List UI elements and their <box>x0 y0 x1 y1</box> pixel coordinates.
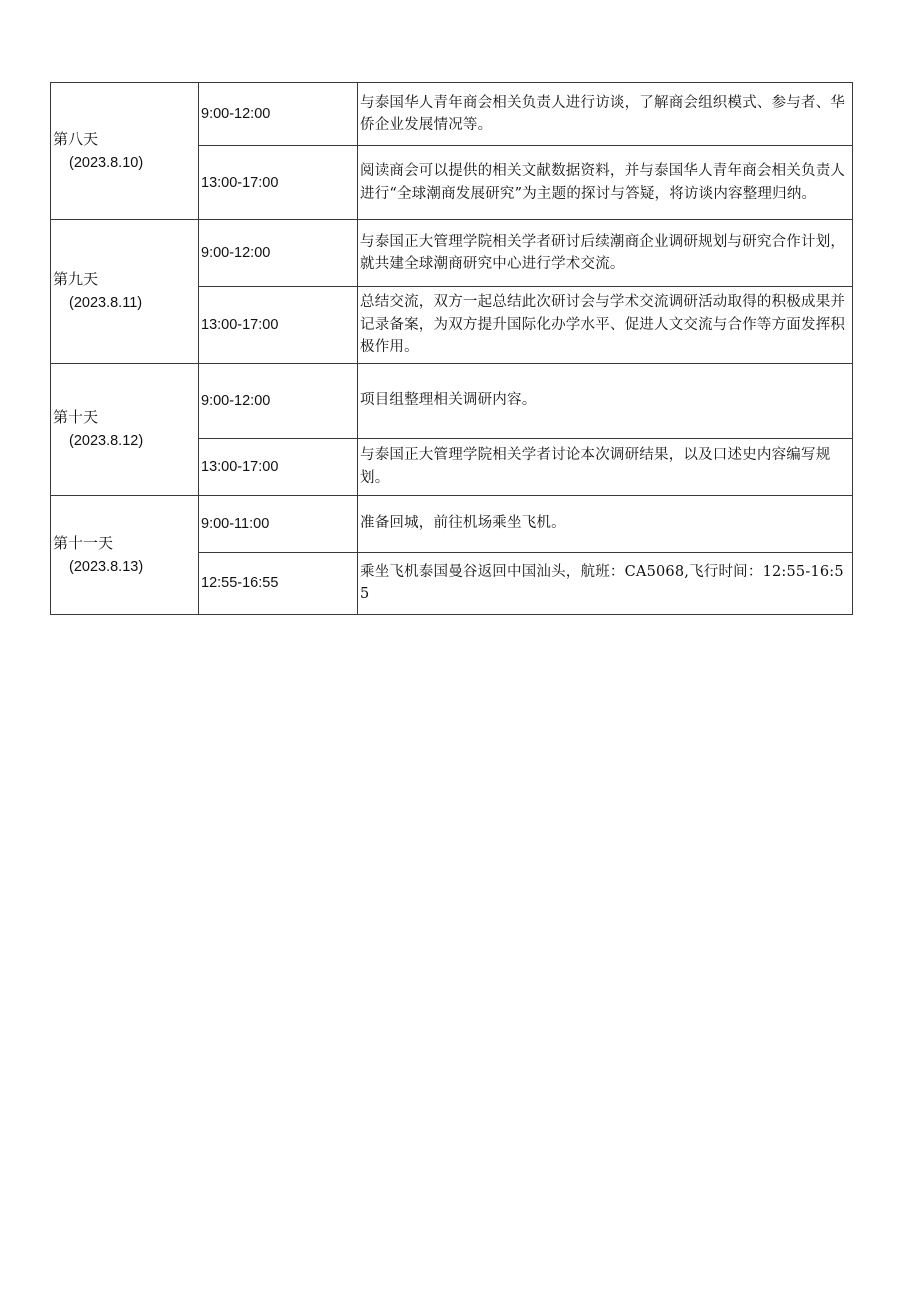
time-cell: 13:00-17:00 <box>199 287 358 364</box>
activity-cell: 总结交流，双方一起总结此次研讨会与学术交流调研活动取得的积极成果并记录备案，为双方提升国际化办学水平、促进人文交流与合作等方面发挥积极作用。 <box>358 287 853 364</box>
day-name: 第十天 <box>53 408 99 426</box>
activity-cell: 项目组整理相关调研内容。 <box>358 363 853 438</box>
activity-cell: 与泰国正大管理学院相关学者研讨后续潮商企业调研规划与研究合作计划，就共建全球潮商研究中心进行学术交流。 <box>358 220 853 287</box>
activity-cell: 与泰国正大管理学院相关学者讨论本次调研结果，以及口述史内容编写规划。 <box>358 438 853 495</box>
time-cell: 9:00-11:00 <box>199 495 358 552</box>
day-date: (2023.8.11) <box>69 295 143 312</box>
day-date: (2023.8.12) <box>69 433 144 449</box>
time-cell: 9:00-12:00 <box>199 363 358 438</box>
table-row <box>51 363 853 438</box>
day-cell <box>51 220 199 364</box>
table-row <box>51 83 853 146</box>
time-cell: 13:00-17:00 <box>199 438 358 495</box>
day-name: 第十一天 <box>53 533 114 552</box>
day-name: 第九天 <box>53 270 99 289</box>
day-cell <box>51 363 199 495</box>
time-cell: 9:00-12:00 <box>199 83 358 146</box>
day-name: 第八天 <box>53 130 99 148</box>
time-cell: 12:55-16:55 <box>199 552 358 614</box>
activity-cell: 阅读商会可以提供的相关文献数据资料，并与泰国华人青年商会相关负责人进行“全球潮商发展研究”为主题的探讨与答疑，将访谈内容整理归纳。 <box>358 146 853 220</box>
day-date: (2023.8.10) <box>69 155 144 171</box>
table-row <box>51 220 853 287</box>
activity-cell: 乘坐飞机泰国曼谷返回中国汕头，航班：CA5068,飞行时间：12:55-16:55 <box>358 552 853 614</box>
time-cell: 13:00-17:00 <box>199 146 358 220</box>
table-row <box>51 495 853 552</box>
time-cell: 9:00-12:00 <box>199 220 358 287</box>
day-cell <box>51 83 199 220</box>
activity-cell: 准备回城，前往机场乘坐飞机。 <box>358 495 853 552</box>
schedule-table <box>50 82 853 615</box>
day-date: (2023.8.13) <box>69 558 144 575</box>
day-cell <box>51 495 199 614</box>
activity-cell: 与泰国华人青年商会相关负责人进行访谈，了解商会组织模式、参与者、华侨企业发展情况等。 <box>358 83 853 146</box>
